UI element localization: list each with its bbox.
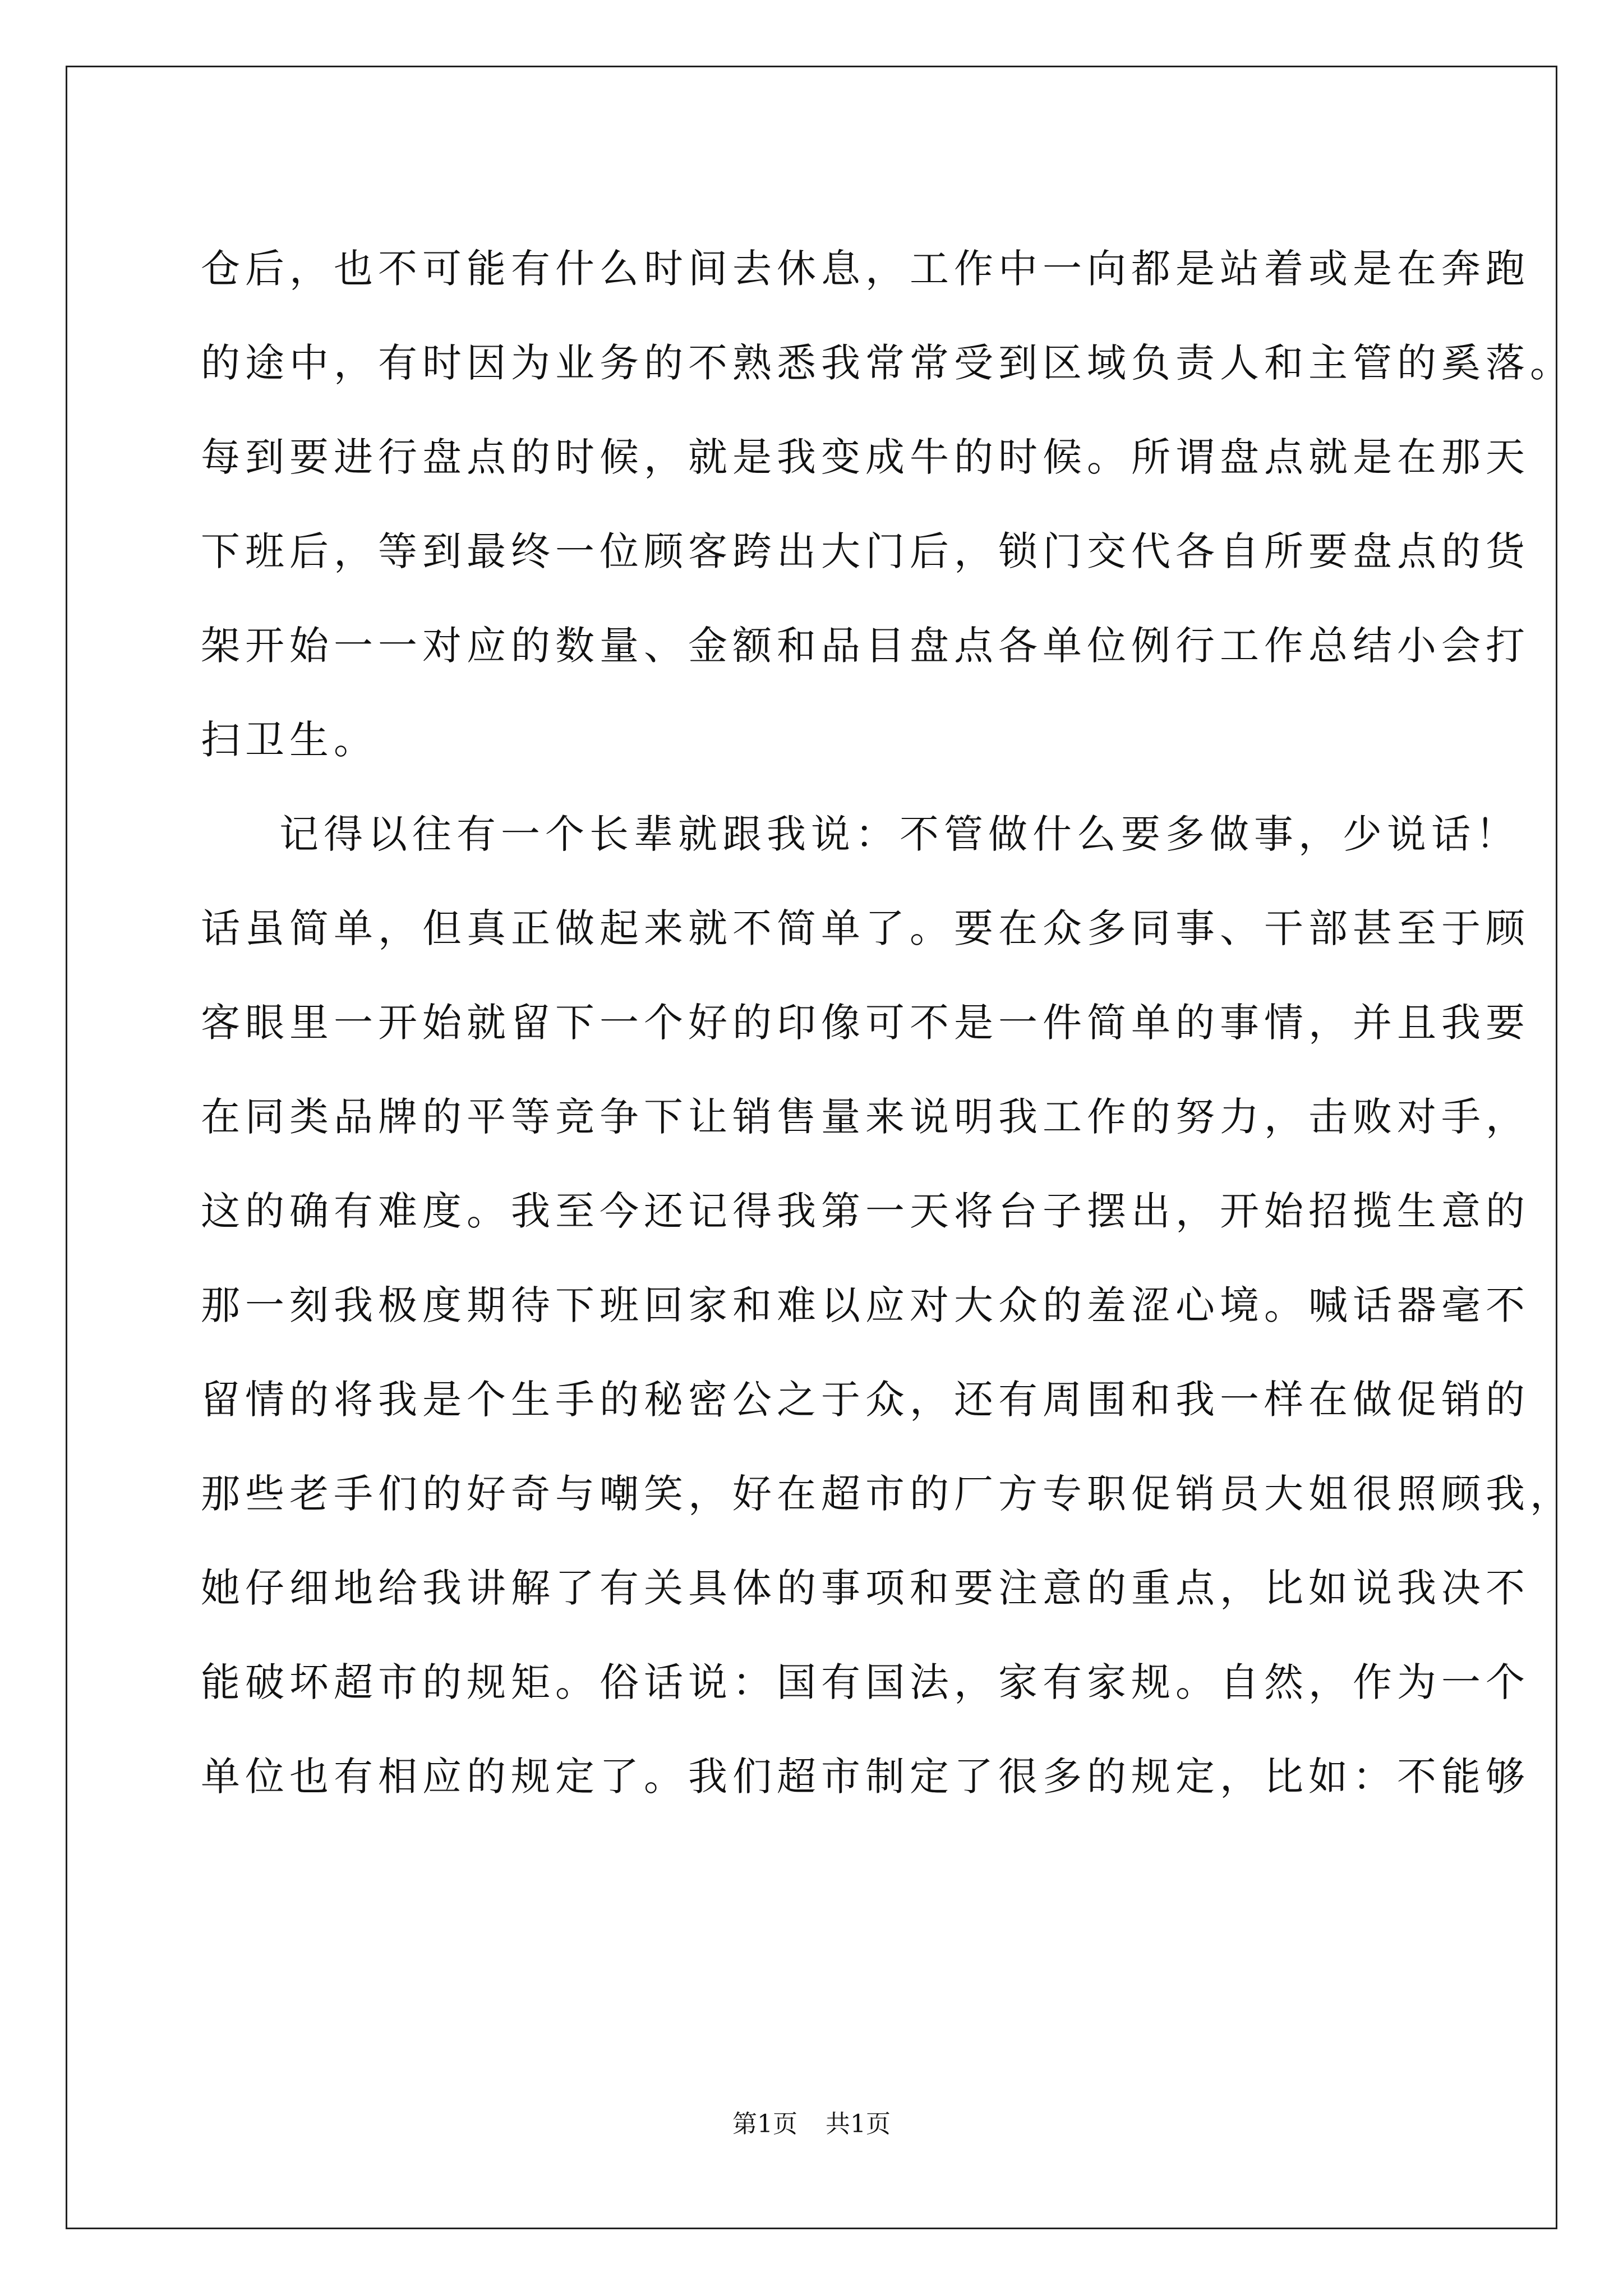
text-line: 那些老手们的好奇与嘲笑，好在超市的厂方专职促销员大姐很照顾我， — [201, 1471, 1574, 1517]
text-line: 能破坏超市的规矩。俗话说：国有国法，家有家规。自然，作为一个 — [201, 1659, 1530, 1705]
text-line: 她仔细地给我讲解了有关具体的事项和要注意的重点，比如说我决不 — [201, 1565, 1530, 1611]
text-line: 的途中，有时因为业务的不熟悉我常常受到区域负责人和主管的奚落。 — [201, 340, 1574, 386]
text-line: 客眼里一开始就留下一个好的印像可不是一件简单的事情，并且我要 — [201, 1000, 1530, 1046]
text-line: 每到要进行盘点的时候，就是我变成牛的时候。所谓盘点就是在那天 — [201, 434, 1530, 480]
text-line: 单位也有相应的规定了。我们超市制定了很多的规定，比如：不能够 — [201, 1754, 1530, 1800]
text-line: 下班后，等到最终一位顾客跨出大门后，锁门交代各自所要盘点的货 — [201, 528, 1530, 574]
page-total: 共1页 — [826, 2110, 891, 2138]
text-line: 话虽简单，但真正做起来就不简单了。要在众多同事、干部甚至于顾 — [201, 905, 1530, 951]
text-line: 记得以往有一个长辈就跟我说：不管做什么要多做事，少说话！ — [279, 811, 1520, 857]
text-line: 在同类品牌的平等竞争下让销售量来说明我工作的努力，击败对手， — [201, 1094, 1530, 1140]
page-footer — [0, 2104, 1623, 2139]
text-line: 仓后，也不可能有什么时间去休息，工作中一向都是站着或是在奔跑 — [201, 246, 1530, 292]
document-body — [201, 222, 1574, 1824]
text-line: 留情的将我是个生手的秘密公之于众，还有周围和我一样在做促销的 — [201, 1377, 1530, 1423]
text-line: 扫卫生。 — [201, 717, 378, 763]
text-line: 这的确有难度。我至今还记得我第一天将台子摆出，开始招揽生意的 — [201, 1188, 1530, 1234]
text-line: 架开始一一对应的数量、金额和品目盘点各单位例行工作总结小会打 — [201, 623, 1530, 669]
page-number: 第1页 — [732, 2110, 797, 2138]
text-line: 那一刻我极度期待下班回家和难以应对大众的羞涩心境。喊话器毫不 — [201, 1282, 1530, 1328]
